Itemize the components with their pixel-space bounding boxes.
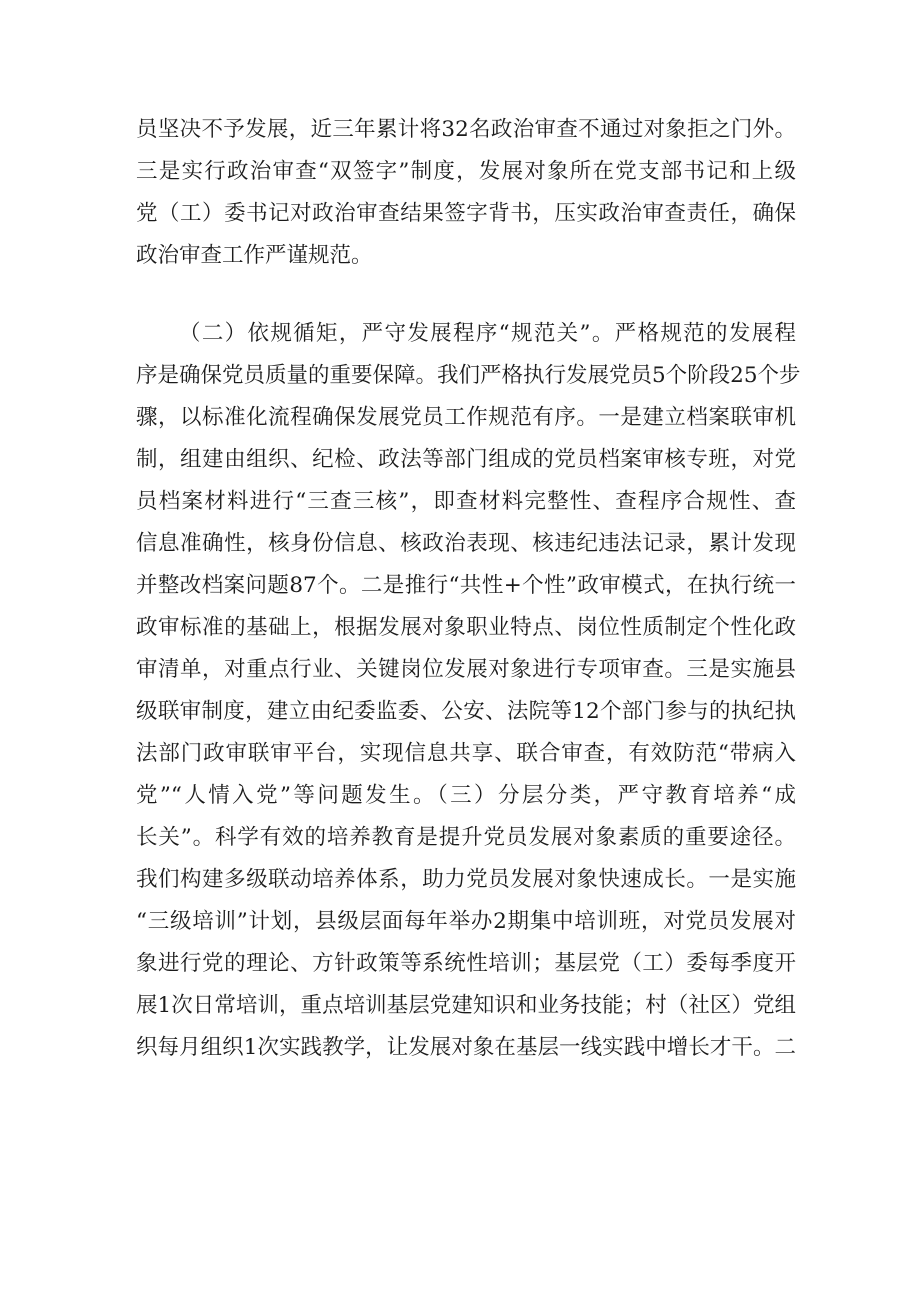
text-line: 制，组建由组织、纪检、政法等部门组成的党员档案审核专班，对党 [136, 447, 796, 472]
text-line: 长关”。科学有效的培养教育是提升党员发展对象素质的重要途径。 [136, 825, 796, 850]
text-line: 三是实行政治审查“双签字”制度，发展对象所在党支部书记和上级 [136, 159, 796, 184]
text-line: 审清单，对重点行业、关键岗位发展对象进行专项审查。三是实施县 [136, 657, 796, 682]
text-line: 级联审制度，建立由纪委监委、公安、法院等12个部门参与的执纪执 [136, 699, 796, 724]
text-line: 我们构建多级联动培养体系，助力党员发展对象快速成长。一是实施 [136, 867, 796, 892]
text-line: 法部门政审联审平台，实现信息共享、联合审查，有效防范“带病入 [136, 741, 796, 766]
text-line: 信息准确性，核身份信息、核政治表现、核违纪违法记录，累计发现 [136, 531, 796, 556]
text-line: “三级培训”计划，县级层面每年举办2期集中培训班，对党员发展对 [136, 909, 796, 934]
text-line: 党（工）委书记对政治审查结果签字背书，压实政治审查责任，确保 [136, 201, 796, 226]
paragraph-political-review [136, 109, 796, 277]
text-line: 展1次日常培训，重点培训基层党建知识和业务技能；村（社区）党组 [136, 993, 796, 1018]
text-line: 政治审查工作严谨规范。 [136, 243, 373, 268]
text-line: 序是确保党员质量的重要保障。我们严格执行发展党员5个阶段25个步 [136, 363, 801, 388]
text-line: 党”“人情入党”等问题发生。（三）分层分类，严守教育培养“成 [136, 783, 796, 808]
text-line: 象进行党的理论、方针政策等系统性培训；基层党（工）委每季度开 [136, 951, 796, 976]
text-line: 员坚决不予发展，近三年累计将32名政治审查不通过对象拒之门外。 [136, 117, 796, 142]
text-line: 织每月组织1次实践教学，让发展对象在基层一线实践中增长才干。二 [136, 1035, 796, 1060]
text-line-indented: （二）依规循矩，严守发展程序“规范关”。严格规范的发展程 [179, 321, 796, 346]
text-line: 员档案材料进行“三查三核”，即查材料完整性、查程序合规性、查 [136, 489, 796, 514]
text-line: 并整改档案问题87个。二是推行“共性+个性”政审模式，在执行统一 [136, 573, 796, 598]
paragraph-development-procedure [136, 313, 801, 1069]
text-line: 政审标准的基础上，根据发展对象职业特点、岗位性质制定个性化政 [136, 615, 796, 640]
text-line: 骤，以标准化流程确保发展党员工作规范有序。一是建立档案联审机 [136, 405, 796, 430]
